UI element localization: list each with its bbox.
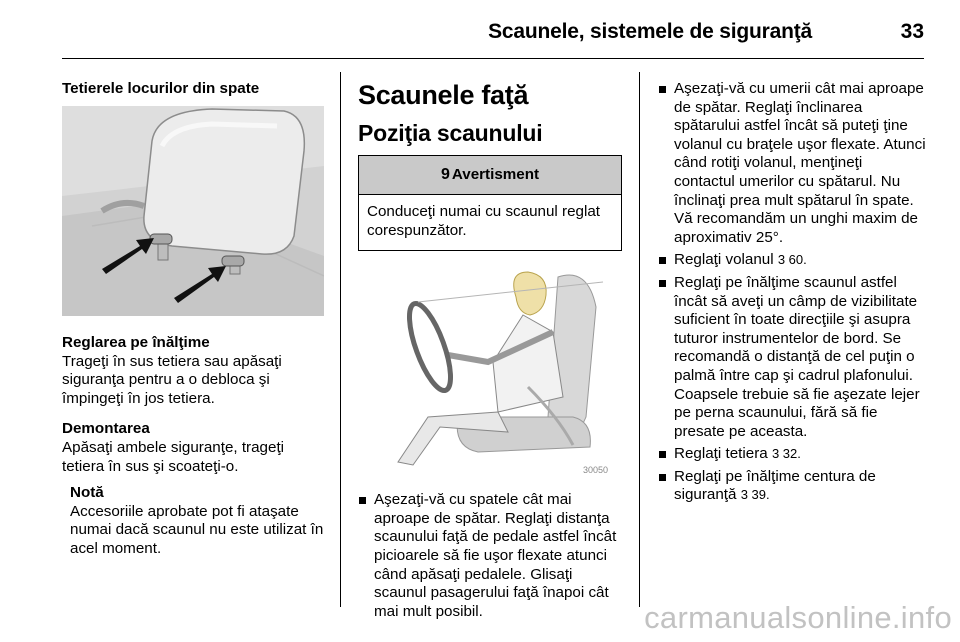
warning-header: [359, 156, 621, 195]
list-item-text: Reglaţi pe înălţime centura de siguranţă: [674, 467, 876, 504]
warning-heading: Avertisment: [451, 165, 540, 183]
front-seats-title: Scaunele faţă: [358, 80, 529, 110]
note-block: [62, 484, 324, 558]
removal-heading: Demontarea: [62, 420, 150, 438]
page-reference-link[interactable]: 3 39.: [740, 487, 770, 503]
removal-text: Apăsaţi ambele siguranţe, trageţi tetiera în sus şi scoateţi-o.: [62, 438, 285, 475]
warning-text: Conduceţi numai cu scaunul reglat corespunzător.: [367, 203, 601, 239]
middle-bullet-list: [358, 491, 622, 621]
list-item: [658, 80, 926, 247]
column-divider-left: [340, 72, 341, 607]
list-item: [658, 468, 926, 505]
rear-headrests-title: Tetierele locurilor din spate: [62, 80, 260, 97]
page-reference-link[interactable]: 3 60.: [777, 252, 807, 268]
height-adjust-text: Trageţi în sus tetiera sau apăsaţi siguranţa pentru a o debloca şi împingeţi în jos tetiera.: [62, 352, 282, 407]
list-item: Aşezaţi-vă cu spatele cât mai aproape de spătar. Reglaţi distanţa scaunului faţă de pedale astfel încât picioarele să fie uşor flexate atunci când apăsaţi pedalele. Glisaţi scaunul pasagerului faţă înapoi cât mai mult posibil.: [358, 491, 622, 621]
footer-watermark: carmanualsonline.info: [644, 600, 952, 635]
list-item: [658, 445, 926, 464]
driver-seat-illustration: [358, 267, 620, 477]
list-item-text: Reglaţi pe înălţime scaunul astfel încât să aveţi un câmp de vizibilitate suficient în toate direcţiile şi asupra tuturor instrumentelor de bord. Se recomandă o distanţă de cel puţin o palmă între cap şi cadrul plafonului. Coapsele trebuie să fie aşezate lejer pe perna scaunului, fără să fie presate pe aceasta.: [674, 273, 920, 440]
page-number: 33: [900, 20, 924, 43]
seat-position-subtitle: Poziţia scaunului: [358, 120, 543, 146]
figure-number: 30050: [583, 465, 609, 476]
warning-triangle-icon: 9: [440, 165, 450, 183]
list-item-text: Aşezaţi-vă cu umerii cât mai aproape de spătar. Reglaţi înclinarea spătarului astfel încât să puteţi ţine volanul cu braţele uşor flexate. Atunci când rotiţi volanul, menţineţi contactul umerilor cu spătarul. Nu înclinaţi prea mult spătarul în spate. Vă recomandăm un unghi maxim de aproximativ 25°.: [674, 80, 926, 246]
page-reference-link[interactable]: 3 32.: [771, 446, 801, 462]
list-item-text: Reglaţi tetiera: [674, 445, 772, 463]
right-column: [658, 80, 926, 509]
note-heading: Notă: [70, 484, 104, 502]
column-divider-right: [639, 72, 640, 607]
rear-headrest-illustration: [62, 106, 324, 316]
header-title: Scaunele, sistemele de siguranţă: [488, 20, 812, 43]
header-divider: [62, 58, 924, 59]
right-bullet-list: [658, 80, 926, 505]
warning-box: [358, 155, 622, 251]
list-item-text: Reglaţi volanul: [674, 251, 778, 269]
middle-column: [358, 80, 622, 625]
height-adjust-heading: Reglarea pe înălţime: [62, 334, 210, 351]
left-column: [62, 80, 324, 557]
note-text: Accesoriile aprobate pot fi ataşate numai dacă scaunul nu este utilizat în acel moment.: [70, 502, 324, 557]
list-item: [658, 251, 926, 270]
list-item: [658, 274, 926, 441]
